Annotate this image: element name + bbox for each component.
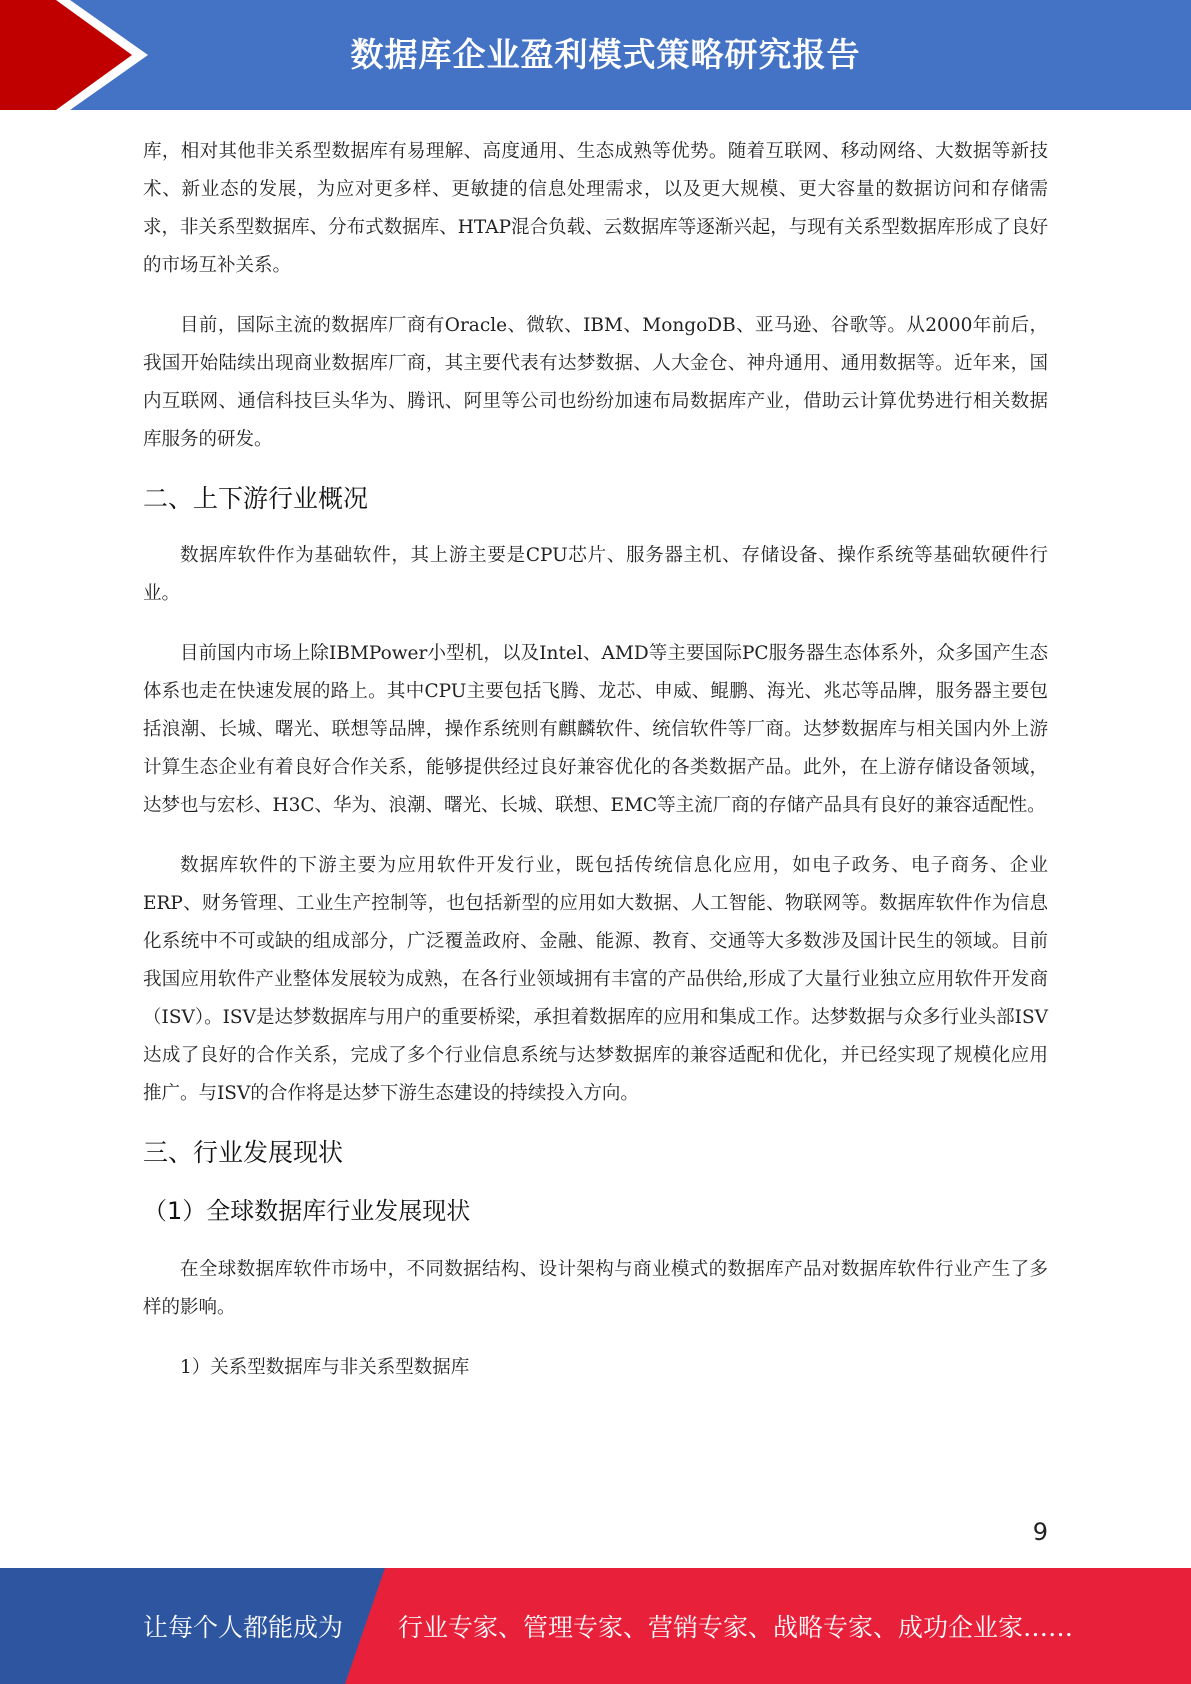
list-item: 1）关系型数据库与非关系型数据库 <box>180 1357 470 1378</box>
paragraph: 目前，国际主流的数据库厂商有Oracle、微软、IBM、MongoDB、亚马逊、谷歌等。从2000年前后，我国开始陆续出现商业数据库厂商，其主要代表有达梦数据、人大金仓、神舟通用、通用数据等。近年来，国内互联网、通信科技巨头华为、腾讯、阿里等公司也纷纷加速布局数据库产业，借助云计算优势进行相关数据库服务的研发。 <box>143 315 1048 450</box>
page-content <box>143 133 1048 1387</box>
paragraph: 数据库软件作为基础软件，其上游主要是CPU芯片、服务器主机、存储设备、操作系统等基础软硬件行业。 <box>143 545 1048 604</box>
paragraph: 目前国内市场上除IBMPower小型机，以及Intel、AMD等主要国际PC服务器生态体系外，众多国产生态体系也走在快速发展的路上。其中CPU主要包括飞腾、龙芯、申威、鲲鹏、海光、兆芯等品牌，服务器主要包括浪潮、长城、曙光、联想等品牌，操作系统则有麒麟软件、统信软件等厂商。达梦数据库与相关国内外上游计算生态企业有着良好合作关系，能够提供经过良好兼容优化的各类数据产品。此外，在上游存储设备领域，达梦也与宏杉、H3C、华为、浪潮、曙光、长城、联想、EMC等主流厂商的存储产品具有良好的兼容适配性。 <box>143 643 1048 816</box>
report-footer <box>0 1568 1191 1684</box>
section-heading: 二、上下游行业概况 <box>143 484 369 513</box>
subsection-heading: （1）全球数据库行业发展现状 <box>143 1197 471 1225</box>
report-header <box>0 0 1191 110</box>
section-heading: 三、行业发展现状 <box>143 1138 344 1167</box>
footer-slogan-right: 行业专家、管理专家、营销专家、战略专家、成功企业家…… <box>398 1613 1074 1642</box>
paragraph: 数据库软件的下游主要为应用软件开发行业，既包括传统信息化应用，如电子政务、电子商务、企业ERP、财务管理、工业生产控制等，也包括新型的应用如大数据、人工智能、物联网等。数据库软件作为信息化系统中不可或缺的组成部分，广泛覆盖政府、金融、能源、教育、交通等大多数涉及国计民生的领域。目前我国应用软件产业整体发展较为成熟，在各行业领域拥有丰富的产品供给,形成了大量行业独立应用软件开发商（ISV）。ISV是达梦数据库与用户的重要桥梁，承担着数据库的应用和集成工作。达梦数据与众多行业头部ISV达成了良好的合作关系，完成了多个行业信息系统与达梦数据库的兼容适配和优化，并已经实现了规模化应用推广。与ISV的合作将是达梦下游生态建设的持续投入方向。 <box>143 855 1048 1104</box>
paragraph: 库，相对其他非关系型数据库有易理解、高度通用、生态成熟等优势。随着互联网、移动网络、大数据等新技术、新业态的发展，为应对更多样、更敏捷的信息处理需求，以及更大规模、更大容量的数据访问和存储需求，非关系型数据库、分布式数据库、HTAP混合负载、云数据库等逐渐兴起，与现有关系型数据库形成了良好的市场互补关系。 <box>143 141 1048 276</box>
page-number: 9 <box>1032 1518 1048 1546</box>
report-title: 数据库企业盈利模式策略研究报告 <box>350 35 861 74</box>
paragraph: 在全球数据库软件市场中，不同数据结构、设计架构与商业模式的数据库产品对数据库软件行业产生了多样的影响。 <box>143 1259 1048 1318</box>
footer-slogan-left: 让每个人都能成为 <box>143 1613 344 1642</box>
